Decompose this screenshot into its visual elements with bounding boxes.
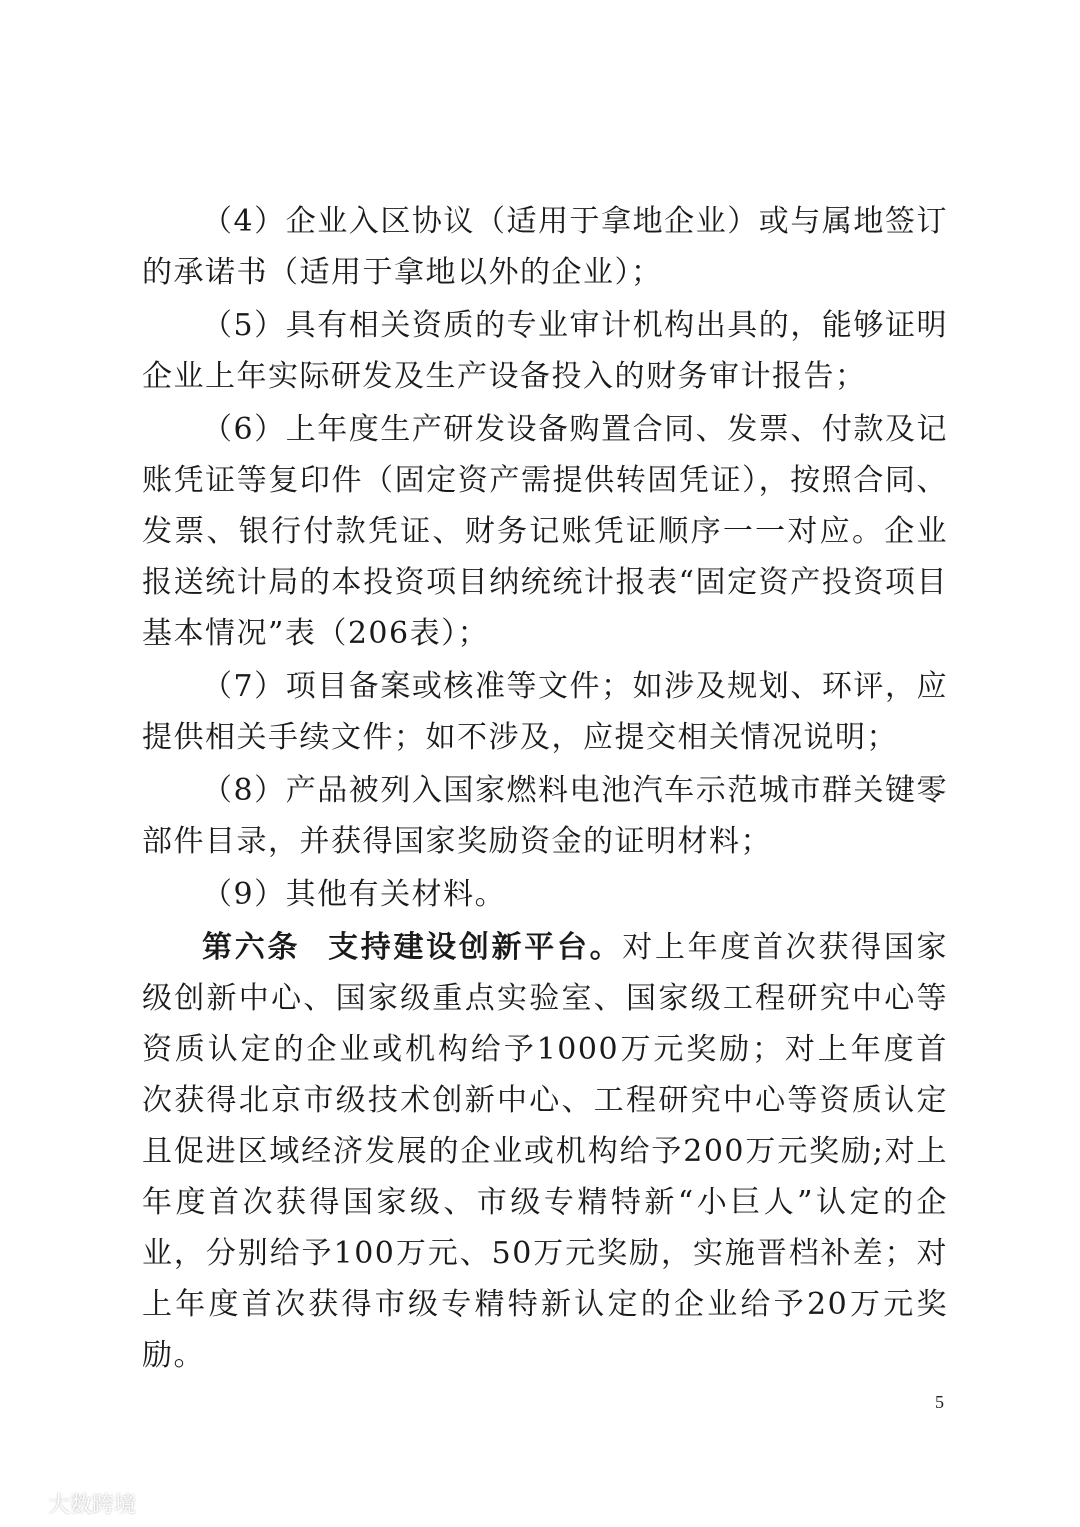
article-title: 支持建设创新平台。 (328, 930, 623, 965)
page-number: 5 (935, 1392, 944, 1412)
list-item-8: （8）产品被列入国家燃料电池汽车示范城市群关键零部件目录，并获得国家奖励资金的证明材料； (142, 773, 948, 859)
article-six (142, 922, 948, 1381)
document-body (142, 196, 948, 1383)
weibo-logo-icon (12, 1492, 42, 1516)
list-item-6: （6）上年度生产研发设备购置合同、发票、付款及记账凭证等复印件（固定资产需提供转固凭证），按照合同、发票、银行付款凭证、财务记账凭证顺序一一对应。企业报送统计局的本投资项目纳统统计报表“固定资产投资项目基本情况”表（206表）； (142, 412, 948, 651)
list-item-9: （9）其他有关材料。 (202, 877, 507, 912)
article-body: 对上年度首次获得国家级创新中心、国家级重点实验室、国家级工程研究中心等资质认定的企业或机构给予1000万元奖励；对上年度首次获得北京市级技术创新中心、工程研究中心等资质认定且促进区域经济发展的企业或机构给予200万元奖励;对上年度首次获得国家级、市级专精特新“小巨人”认定的企业，分别给予100万元、50万元奖励，实施晋档补差；对上年度首次获得市级专精特新认定的企业给予20万元奖励。 (142, 930, 949, 1373)
watermark (12, 1488, 136, 1519)
watermark-text: 大数跨境 (48, 1493, 137, 1518)
list-item-4: （4）企业入区协议（适用于拿地企业）或与属地签订的承诺书（适用于拿地以外的企业）； (142, 204, 948, 290)
article-label: 第六条 (202, 930, 301, 965)
list-item-5: （5）具有相关资质的专业审计机构出具的，能够证明企业上年实际研发及生产设备投入的财务审计报告； (142, 308, 948, 394)
list-item-7: （7）项目备案或核准等文件；如涉及规划、环评，应提供相关手续文件；如不涉及，应提交相关情况说明； (142, 669, 948, 755)
